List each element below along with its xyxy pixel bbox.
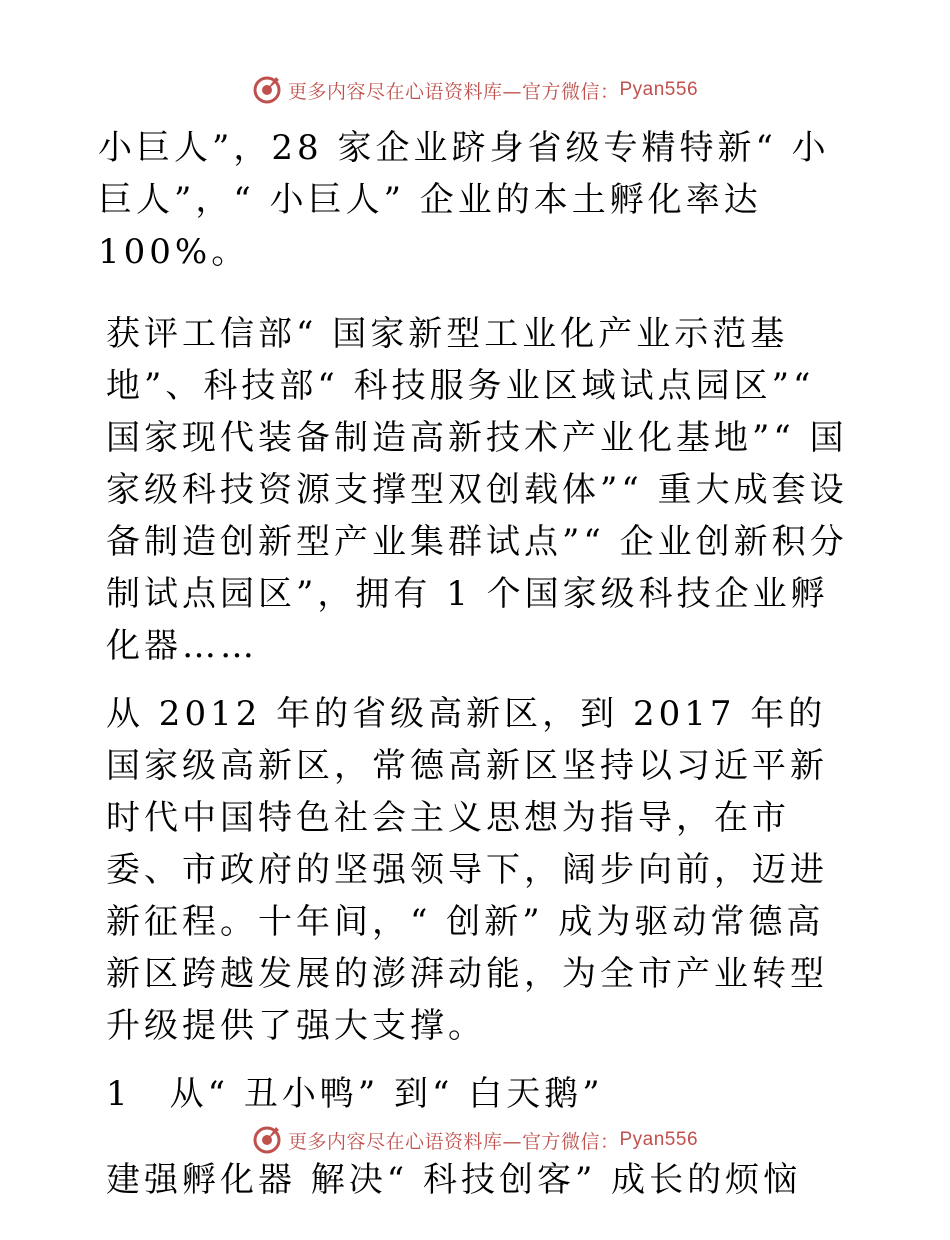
watermark-wechat-id: Pyan556: [619, 1129, 699, 1150]
footer-watermark: [0, 1120, 950, 1160]
pen-logo-icon: [252, 1125, 282, 1155]
paragraph-1: 小巨人”，28 家企业跻身省级专精特新“ 小巨人”，“ 小巨人” 企业的本土孵化率达 100%。: [98, 128, 830, 272]
watermark-wechat-id: Pyan556: [619, 79, 699, 100]
section-heading: 1 从“ 丑小鸭” 到“ 白天鹅”: [106, 1074, 604, 1114]
document-body: [98, 122, 858, 1240]
paragraph-2: 获评工信部“ 国家新型工业化产业示范基地”、科技部“ 科技服务业区域试点园区”“ 国家现代装备制造高新技术产业化基地”“ 国家级科技资源支撑型双创载体”“ 重大成套设备制造创新型产业集群试点”“ 企业创新积分制试点园区”，拥有 1 个国家级科技企业孵化器……: [106, 314, 848, 666]
watermark-text: 更多内容尽在心语资料库—官方微信：: [287, 80, 620, 103]
header-watermark: [0, 70, 950, 110]
watermark-text: 更多内容尽在心语资料库—官方微信：: [287, 1130, 620, 1153]
section-subheading: 建强孵化器 解决“ 科技创客” 成长的烦恼: [106, 1160, 802, 1200]
paragraph-3: 从 2012 年的省级高新区，到 2017 年的国家级高新区，常德高新区坚持以习近平新时代中国特色社会主义思想为指导，在市委、市政府的坚强领导下，阔步向前，迈进新征程。十年间，“ 创新” 成为驱动常德高新区跨越发展的澎湃动能，为全市产业转型升级提供了强大支撑。: [106, 694, 828, 1046]
pen-logo-icon: [252, 75, 282, 105]
